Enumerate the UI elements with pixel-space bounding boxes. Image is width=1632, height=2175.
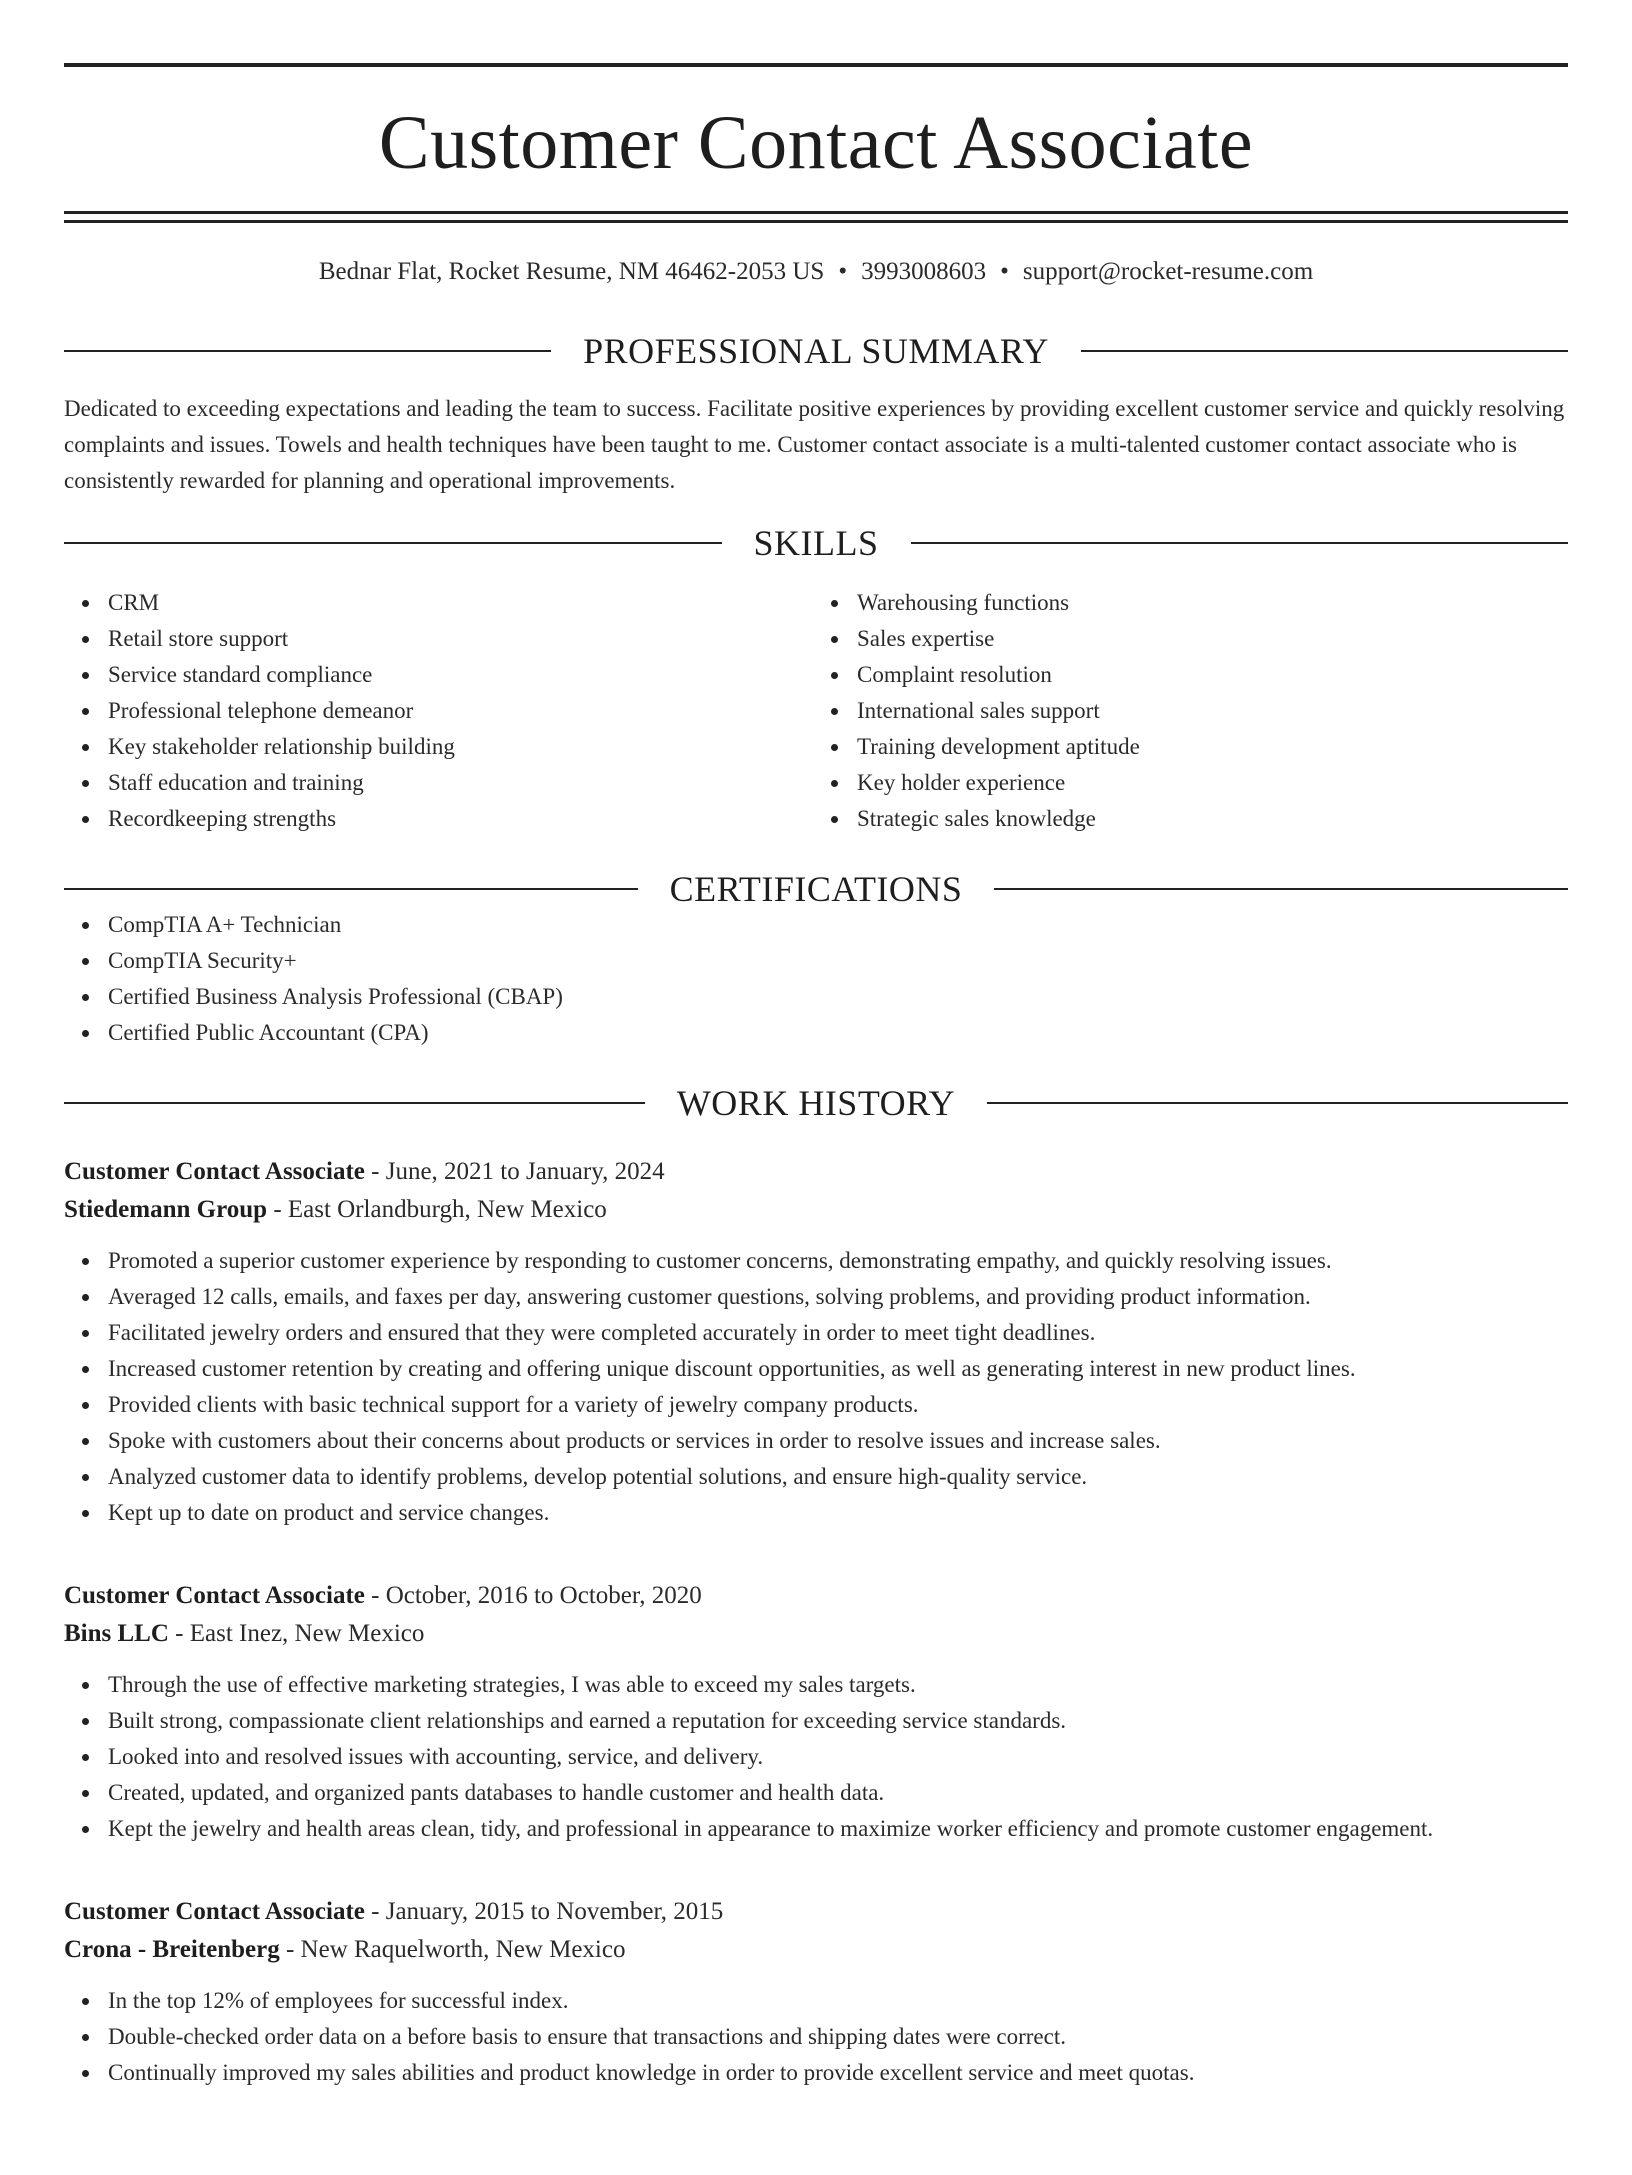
job-company: Stiedemann Group	[64, 1196, 268, 1223]
skills-heading: SKILLS	[753, 523, 879, 563]
job-title-line	[64, 1577, 1568, 1615]
section-divider	[1081, 350, 1568, 352]
job-location: - New Raquelworth, New Mexico	[279, 1936, 626, 1963]
job-bullet: Kept the jewelry and health areas clean, tidy, and professional in appearance to maximize worker efficiency and promote customer engagement.	[108, 1811, 1568, 1847]
job-dates: - January, 2015 to November, 2015	[364, 1898, 724, 1925]
skill-item: Staff education and training	[108, 765, 819, 801]
job-bullet: Averaged 12 calls, emails, and faxes per day, answering customer questions, solving problems, and providing product information.	[108, 1279, 1568, 1315]
top-rule	[64, 63, 1568, 67]
job-bullets	[64, 1667, 1568, 1847]
certification-item: CompTIA A+ Technician	[108, 907, 1568, 943]
job-bullet: In the top 12% of employees for successful index.	[108, 1983, 1568, 2019]
summary-heading-row	[64, 333, 1568, 369]
certification-item: Certified Business Analysis Professional (CBAP)	[108, 979, 1568, 1015]
job-entry	[64, 1153, 1568, 1531]
job-dates: - June, 2021 to January, 2024	[364, 1158, 665, 1185]
job-title: Customer Contact Associate	[64, 1582, 365, 1609]
certifications-list	[64, 907, 1568, 1051]
job-dates: - October, 2016 to October, 2020	[364, 1582, 702, 1609]
section-divider	[64, 888, 638, 890]
job-title: Customer Contact Associate	[64, 1158, 365, 1185]
job-company-line	[64, 1191, 1568, 1229]
job-company: Crona - Breitenberg	[64, 1936, 280, 1963]
contact-separator: •	[838, 258, 848, 285]
certifications-heading: CERTIFICATIONS	[669, 869, 963, 909]
section-divider	[64, 350, 551, 352]
skill-item: Professional telephone demeanor	[108, 693, 819, 729]
skill-item: Warehousing functions	[857, 585, 1568, 621]
contact-phone: 3993008603	[861, 258, 987, 285]
certification-item: CompTIA Security+	[108, 943, 1568, 979]
contact-email: support@rocket-resume.com	[1022, 258, 1314, 285]
section-divider	[64, 542, 722, 544]
skill-item: Service standard compliance	[108, 657, 819, 693]
section-divider	[911, 542, 1569, 544]
job-bullet: Built strong, compassionate client relationships and earned a reputation for exceeding service standards.	[108, 1703, 1568, 1739]
skill-item: CRM	[108, 585, 819, 621]
summary-text: Dedicated to exceeding expectations and leading the team to success. Facilitate positive experiences by providing excellent customer service and quickly resolving complaints and issues. Towels and health techniques have been taught to me. Customer contact associate is a multi-talented customer contact associate who is consistently rewarded for planning and operational improvements.	[64, 396, 1565, 493]
skills-list	[64, 585, 1568, 837]
skills-left-column	[64, 585, 819, 837]
job-company-line	[64, 1931, 1568, 1969]
job-bullet: Facilitated jewelry orders and ensured that they were completed accurately in order to meet tight deadlines.	[108, 1315, 1568, 1351]
double-rule	[64, 211, 1568, 223]
skill-item: Training development aptitude	[857, 729, 1568, 765]
job-bullet: Increased customer retention by creating and offering unique discount opportunities, as well as generating interest in new product lines.	[108, 1351, 1568, 1387]
work-heading: WORK HISTORY	[676, 1083, 956, 1123]
job-bullet: Promoted a superior customer experience by responding to customer concerns, demonstrating empathy, and quickly resolving issues.	[108, 1243, 1568, 1279]
job-bullet: Through the use of effective marketing strategies, I was able to exceed my sales targets.	[108, 1667, 1568, 1703]
job-bullet: Created, updated, and organized pants databases to handle customer and health data.	[108, 1775, 1568, 1811]
job-bullet: Kept up to date on product and service changes.	[108, 1495, 1568, 1531]
skills-heading-row	[64, 525, 1568, 561]
job-bullet: Spoke with customers about their concerns about products or services in order to resolve issues and increase sales.	[108, 1423, 1568, 1459]
skill-item: Complaint resolution	[857, 657, 1568, 693]
section-divider	[987, 1102, 1568, 1104]
job-company: Bins LLC	[64, 1620, 169, 1647]
contact-line	[64, 257, 1568, 287]
contact-address: Bednar Flat, Rocket Resume, NM 46462-2053 US	[318, 258, 825, 285]
job-bullets	[64, 1243, 1568, 1531]
job-entry	[64, 1577, 1568, 1847]
job-bullet: Analyzed customer data to identify problems, develop potential solutions, and ensure high-quality service.	[108, 1459, 1568, 1495]
skills-right-column	[819, 585, 1568, 837]
skill-item: Retail store support	[108, 621, 819, 657]
job-company-line	[64, 1615, 1568, 1653]
job-bullet: Provided clients with basic technical support for a variety of jewelry company products.	[108, 1387, 1568, 1423]
job-bullet: Double-checked order data on a before basis to ensure that transactions and shipping dates were correct.	[108, 2019, 1568, 2055]
skill-item: Strategic sales knowledge	[857, 801, 1568, 837]
job-bullets	[64, 1983, 1568, 2091]
job-bullet: Continually improved my sales abilities and product knowledge in order to provide excellent service and meet quotas.	[108, 2055, 1568, 2091]
section-divider	[64, 1102, 645, 1104]
job-bullet: Looked into and resolved issues with accounting, service, and delivery.	[108, 1739, 1568, 1775]
certification-item: Certified Public Accountant (CPA)	[108, 1015, 1568, 1051]
job-title-line	[64, 1153, 1568, 1191]
certifications-heading-row	[64, 871, 1568, 907]
job-entry	[64, 1893, 1568, 2091]
contact-separator: •	[1000, 258, 1009, 285]
job-title: Customer Contact Associate	[64, 1898, 365, 1925]
skill-item: International sales support	[857, 693, 1568, 729]
job-title-line	[64, 1893, 1568, 1931]
work-heading-row	[64, 1085, 1568, 1121]
skill-item: Recordkeeping strengths	[108, 801, 819, 837]
skill-item: Key holder experience	[857, 765, 1568, 801]
summary-heading: PROFESSIONAL SUMMARY	[583, 331, 1049, 371]
job-location: - East Inez, New Mexico	[168, 1620, 425, 1647]
resume-page	[0, 63, 1632, 2175]
section-divider	[994, 888, 1568, 890]
job-location: - East Orlandburgh, New Mexico	[267, 1196, 607, 1223]
skill-item: Sales expertise	[857, 621, 1568, 657]
skill-item: Key stakeholder relationship building	[108, 729, 819, 765]
resume-name: Customer Contact Associate	[378, 101, 1254, 185]
